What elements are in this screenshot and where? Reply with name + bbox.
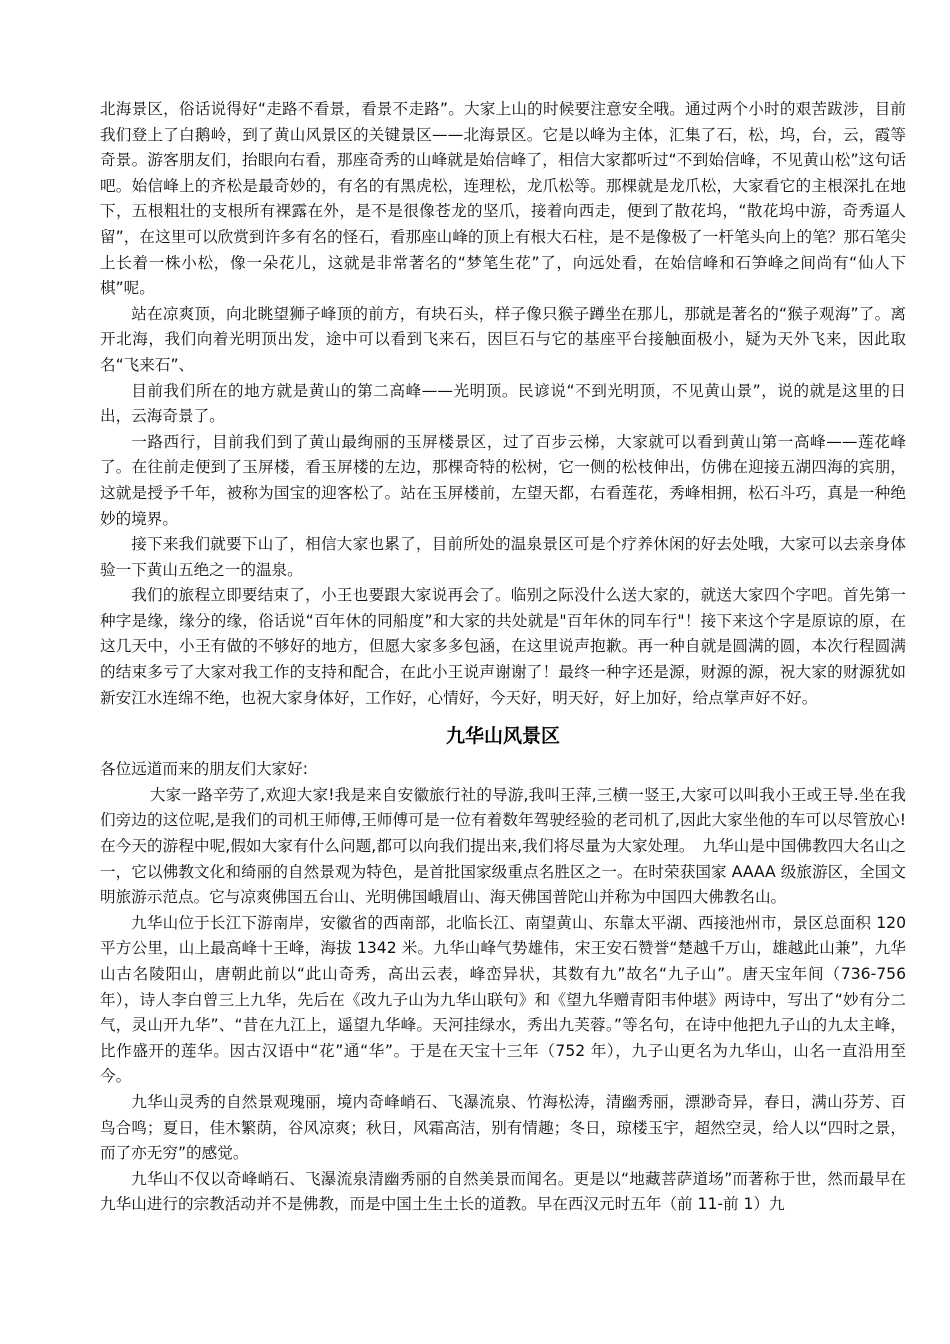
paragraph-scenery: 九华山灵秀的自然景观瑰丽，境内奇峰峭石、飞瀑流泉、竹海松涛，清幽秀丽，漂渺奇异，春日，满山芬芳、百鸟合鸣；夏日，佳木繁荫，谷风凉爽；秋日，风霜高洁，别有情趣；冬日，琼楼玉宇，超然空灵，给人以“四时之景，而了亦无穷”的感觉。	[100, 1092, 906, 1163]
document-page	[100, 97, 906, 1218]
paragraph-beihai: 北海景区，俗话说得好“走路不看景，看景不走路”。大家上山的时候要注意安全哦。通过两个小时的艰苦跋涉，目前我们登上了白鹅岭，到了黄山风景区的关键景区——北海景区。它是以峰为主体，汇集了石，松，坞，台，云，霞等奇景。游客朋友们，抬眼向右看，那座奇秀的山峰就是始信峰了，相信大家都听过“不到始信峰，不见黄山松”这句话吧。始信峰上的齐松是最奇妙的，有名的有黑虎松，连理松，龙爪松等。那棵就是龙爪松，大家看它的主根深扎在地下，五根粗壮的支根所有裸露在外，是不是很像苍龙的坚爪，接着向西走，便到了散花坞，“散花坞中游，奇秀逼人留”，在这里可以欣赏到许多有名的怪石，看那座山峰的顶上有根大石柱，是不是像极了一杆笔头向上的笔？那石笔尖上长着一株小松，像一朵花儿，这就是非常著名的“梦笔生花”了，向远处看，在始信峰和石笋峰之间尚有“仙人下棋”呢。	[100, 100, 906, 298]
paragraph-religion: 九华山不仅以奇峰峭石、飞瀑流泉清幽秀丽的自然美景而闻名。更是以“地藏菩萨道场”而著称于世，然而最早在九华山进行的宗教活动并不是佛教，而是中国土生土长的道教。早在西汉元时五年（前 11-前 1）九	[100, 1169, 906, 1214]
paragraph-guangmingding: 目前我们所在的地方就是黄山的第二高峰——光明顶。民谚说“不到光明顶，不见黄山景”，说的就是这里的日出，云海奇景了。	[100, 381, 906, 426]
jiuhua-section	[100, 757, 906, 1218]
huangshan-section	[100, 97, 906, 711]
paragraph-yuping-tower: 一路西行，目前我们到了黄山最绚丽的玉屏楼景区，过了百步云梯，大家就可以看到黄山第一高峰——莲花峰了。在往前走便到了玉屏楼，看玉屏楼的左边，那棵奇特的松树，它一侧的松枝伸出，仿佛在迎接五湖四海的宾朋，这就是授予千年，被称为国宝的迎客松了。站在玉屏楼前，左望天都，右看莲花，秀峰相拥，松石斗巧，真是一种绝妙的境界。	[100, 432, 906, 528]
paragraph-farewell: 我们的旅程立即要结束了，小王也要跟大家说再会了。临别之际没什么送大家的，就送大家四个字吧。首先第一种字是缘，缘分的缘，俗话说“百年休的同船度”和大家的共处就是"百年休的同车行"！接下来这个字是原谅的原，在这几天中，小王有做的不够好的地方，但愿大家多多包涵，在这里说声抱歉。再一种自就是圆满的圆，本次行程圆满的结束多亏了大家对我工作的支持和配合，在此小王说声谢谢了！最终一种字还是源，财源的源，祝大家的财源犹如新安江水连绵不绝，也祝大家身体好，工作好，心情好，今天好，明天好，好上加好，给点掌声好不好。	[100, 586, 906, 707]
paragraph-welcome: 大家一路辛劳了,欢迎大家!我是来自安徽旅行社的导游,我叫王萍,三横一竖王,大家可以叫我小王或王导.坐在我们旁边的这位呢,是我们的司机王师傅,王师傅可是一位有着数年驾驶经验的老司机了,因此大家坐他的车可以尽管放心!在今天的游程中呢,假如大家有什么问题,都可以向我们提出来,我们将尽量为大家处理。 九华山是中国佛教四大名山之一，它以佛教文化和绮丽的自然景观为特色，是首批国家级重点名胜区之一。在时荣获国家 AAAA 级旅游区，全国文明旅游示范点。它与凉爽佛国五台山、光明佛国峨眉山、海天佛国普陀山并称为中国四大佛教名山。	[100, 785, 906, 907]
paragraph-monkey-sea: 站在凉爽顶，向北眺望狮子峰顶的前方，有块石头，样子像只猴子蹲坐在那儿，那就是著名的“猴子观海”了。离开北海，我们向着光明顶出发，途中可以看到飞来石，因巨石与它的基座平台接触面极小，疑为天外飞来，因此取名“飞来石”、	[100, 304, 906, 374]
section-title-jiuhua: 九华山风景区	[445, 725, 560, 748]
paragraph-hot-spring: 接下来我们就要下山了，相信大家也累了，目前所处的温泉景区可是个疗养休闲的好去处哦，大家可以去亲身体验一下黄山五绝之一的温泉。	[100, 535, 906, 579]
paragraph-location: 九华山位于长江下游南岸，安徽省的西南部，北临长江、南望黄山、东靠太平湖、西接池州市，景区总面积 120 平方公里，山上最高峰十王峰，海拔 1342 米。九华山峰气势雄伟，宋王安石赞誉“楚越千万山，雄越此山兼”，九华山古名陵阳山，唐朝此前以“此山奇秀，高出云表，峰峦异状，其数有九”故名“九子山”。唐天宝年间（736-756 年），诗人李白曾三上九华，先后在《改九子山为九华山联句》和《望九华赠青阳韦仲堪》两诗中，写出了“妙有分二气，灵山开九华”、“昔在九江上，遥望九华峰。天河挂绿水，秀出九芙蓉。”等名句，在诗中他把九子山的九太主峰，比作盛开的莲华。因古汉语中“花”通“华”。于是在天宝十三年（752 年），九子山更名为九华山，山名一直沿用至今。	[100, 913, 906, 1086]
greeting-line: 各位远道而来的朋友们大家好:	[100, 760, 308, 779]
